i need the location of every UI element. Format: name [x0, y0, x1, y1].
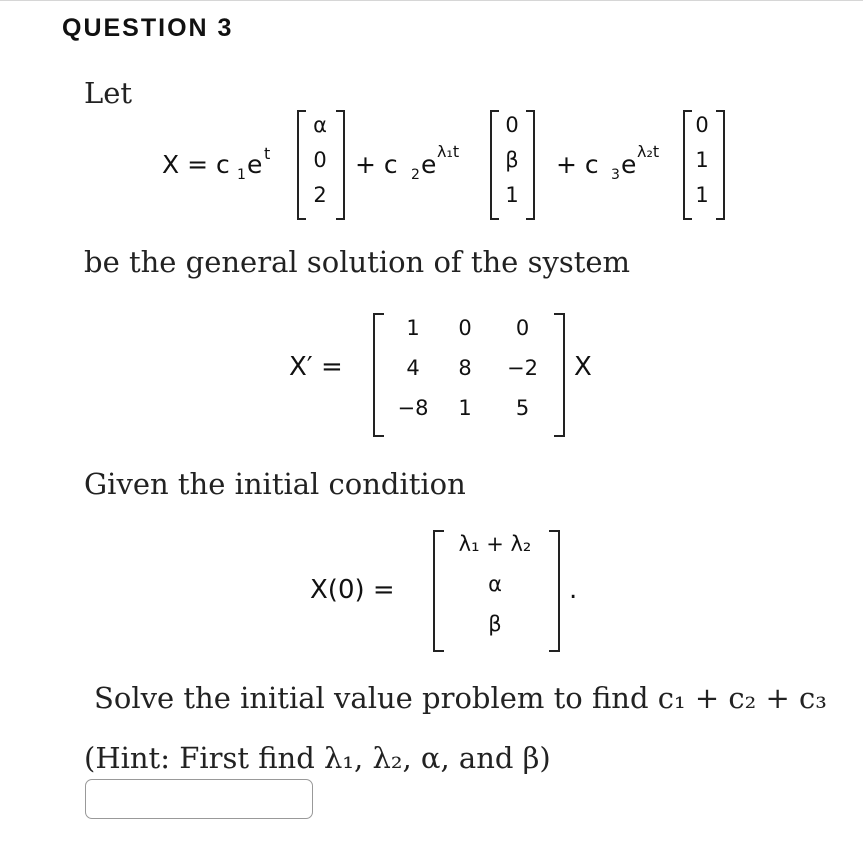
- top-divider: [0, 0, 863, 1]
- matrix-cell: 5: [515, 396, 530, 420]
- vector3-entry: 1: [695, 148, 709, 172]
- initial-entry: λ₁ + λ₂: [458, 532, 532, 556]
- vector2-entry: 1: [505, 183, 519, 207]
- vector3-entry: 0: [695, 113, 709, 137]
- question-title: QUESTION 3: [62, 14, 234, 42]
- matrix-cell: 1: [458, 396, 472, 420]
- answer-input[interactable]: [85, 779, 313, 819]
- vector3-entry: 1: [695, 183, 709, 207]
- plus-c3: + c: [556, 150, 599, 179]
- plus-c2: + c: [355, 150, 398, 179]
- exponent-2: λ₁t: [437, 142, 460, 161]
- let-text: Let: [84, 76, 133, 110]
- vector1-entry: α: [313, 113, 327, 137]
- matrix-cell: 0: [458, 316, 472, 340]
- vector1-entry: 2: [313, 183, 327, 207]
- given-text: Given the initial condition: [84, 467, 466, 501]
- matrix-cell: 4: [406, 356, 420, 380]
- system-rhs: X: [574, 352, 592, 382]
- matrix-left-bracket: [373, 313, 384, 437]
- initial-entry: β: [488, 612, 502, 636]
- initial-entry: α: [488, 572, 502, 596]
- matrix-cell: 1: [406, 316, 420, 340]
- exp-base-2: e: [421, 150, 437, 179]
- sub-c2: 2: [411, 167, 420, 183]
- exp-base-1: e: [247, 150, 263, 179]
- initial-period: .: [569, 575, 578, 605]
- exponent-3: λ₂t: [637, 142, 660, 161]
- exponent-1: t: [264, 144, 271, 163]
- matrix-cell: 0: [515, 316, 530, 340]
- initial-right-bracket: [549, 530, 560, 652]
- vector1-right-bracket: [336, 110, 345, 220]
- system-lhs: X′ =: [289, 352, 343, 382]
- vector1-entry: 0: [313, 148, 327, 172]
- be-text: be the general solution of the system: [84, 245, 631, 279]
- vector2-right-bracket: [526, 110, 535, 220]
- initial-lhs: X(0) =: [310, 575, 395, 605]
- solve-text: Solve the initial value problem to find c₁ + c₂ + c₃: [94, 681, 827, 715]
- hint-text: (Hint: First find λ₁, λ₂, α, and β): [84, 741, 551, 775]
- matrix-right-bracket: [554, 313, 565, 437]
- matrix-cell: −2: [507, 356, 538, 380]
- matrix-cell: −8: [397, 396, 429, 420]
- vector3-right-bracket: [716, 110, 725, 220]
- sub-c3: 3: [611, 167, 620, 183]
- solution-lhs: X = c: [162, 150, 230, 179]
- matrix-cell: 8: [458, 356, 472, 380]
- vector2-entry: β: [505, 148, 519, 172]
- vector2-entry: 0: [505, 113, 519, 137]
- sub-c1: 1: [237, 167, 246, 183]
- exp-base-3: e: [621, 150, 637, 179]
